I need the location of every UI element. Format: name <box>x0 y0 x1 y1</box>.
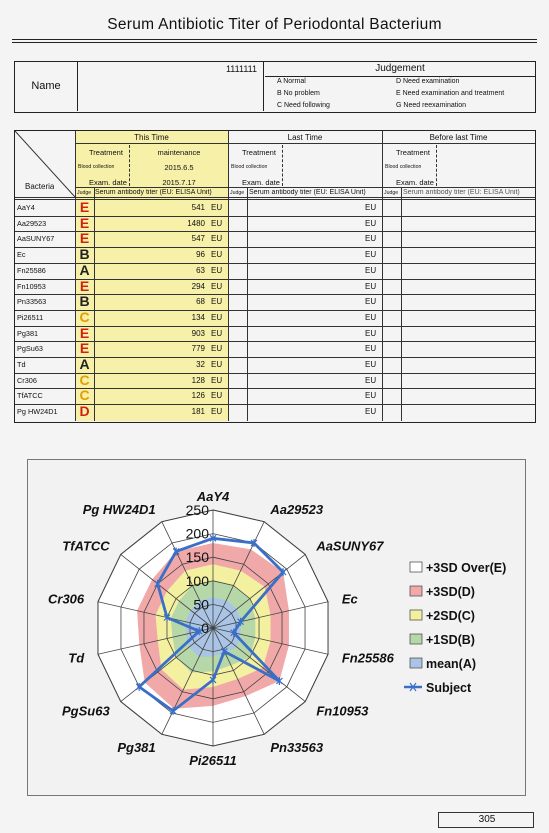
legend-swatch <box>410 586 422 596</box>
legend-label: mean(A) <box>426 657 477 671</box>
title-rule <box>12 39 537 40</box>
legend-label: Subject <box>426 681 472 695</box>
blood-collection-label: Blood collection <box>78 164 115 170</box>
radar-axis-label: PgSu63 <box>61 703 110 719</box>
judge-grade: A <box>79 356 90 372</box>
judge-grade: C <box>79 371 90 388</box>
titer-unit: EU <box>365 407 377 417</box>
bacteria-name: PgSu63 <box>17 344 43 354</box>
titer-unit: EU <box>211 407 223 417</box>
this-time-exam-date: 2015.7.17 <box>162 178 196 187</box>
radar-axis-label: Fn25586 <box>341 650 394 666</box>
radar-tick-label: 150 <box>185 549 209 566</box>
titer-unit: EU <box>211 234 223 244</box>
bacteria-name: AaY4 <box>17 203 35 212</box>
page-number-box <box>438 812 534 828</box>
titer-unit: EU <box>211 375 223 385</box>
judgement-option: C Need following <box>277 102 330 109</box>
radar-tick-label: 50 <box>193 596 209 613</box>
legend-label: +2SD(C) <box>426 609 475 623</box>
legend-swatch <box>410 610 422 620</box>
radar-axis-label: Pn33563 <box>270 740 324 756</box>
treatment-label: Treatment <box>396 148 430 157</box>
radar-tick-label: 250 <box>185 502 209 518</box>
radar-axis-label: Ec <box>341 591 358 607</box>
titer-header: Serum antibody titer (EU: ELISA Unit) <box>403 189 520 196</box>
bacteria-name: Fn25586 <box>17 265 46 275</box>
legend-swatch <box>410 562 422 572</box>
judge-grade: A <box>79 261 90 278</box>
radar-axis-label: Aa29523 <box>270 501 324 517</box>
radar-axis-label: Fn10953 <box>316 703 369 719</box>
titer-value: 96 <box>196 250 205 260</box>
titer-unit: EU <box>365 218 377 228</box>
treatment-label: Treatment <box>242 148 276 157</box>
titer-unit: EU <box>365 391 377 401</box>
titer-value: 181 <box>191 407 205 417</box>
name-value: 1111111 <box>225 64 257 74</box>
judge-header: Judge <box>230 190 245 196</box>
judgement-title: Judgement <box>265 62 535 77</box>
bacteria-name: TfATCC <box>17 391 43 401</box>
judge-grade: E <box>79 277 90 294</box>
titer-unit: EU <box>211 297 223 307</box>
judgement-option: A Normal <box>277 78 306 85</box>
radar-axis-label: AaY4 <box>196 488 230 504</box>
judge-header: Judge <box>384 190 399 196</box>
titer-unit: EU <box>365 250 377 260</box>
radar-tick-label: 200 <box>185 525 209 542</box>
titer-value: 68 <box>196 297 205 307</box>
titer-value: 32 <box>196 360 205 369</box>
page-number: 305 <box>478 814 496 825</box>
bacteria-name: AaSUNY67 <box>17 234 55 244</box>
titer-table <box>14 130 536 423</box>
judgement-option: D Need examination <box>396 78 460 85</box>
legend-label: +1SD(B) <box>426 633 475 647</box>
radar-axis-label: AaSUNY67 <box>316 538 384 554</box>
judge-grade: E <box>79 199 90 215</box>
bacteria-name: Aa29523 <box>17 218 47 228</box>
titer-unit: EU <box>211 250 223 260</box>
bacteria-name: Td <box>17 360 26 369</box>
radar-axis-label: Cr306 <box>48 591 85 607</box>
titer-unit: EU <box>365 281 377 291</box>
titer-unit: EU <box>365 375 377 385</box>
judgement-option: G Need reexamination <box>396 102 467 109</box>
bacteria-header: Bacteria <box>25 182 55 191</box>
titer-value: 1480 <box>187 218 205 228</box>
bacteria-name: Fn10953 <box>17 281 46 291</box>
titer-unit: EU <box>211 328 223 338</box>
titer-unit: EU <box>365 328 377 338</box>
treatment-label: Treatment <box>89 148 123 157</box>
bacteria-name: Pi26511 <box>17 312 44 322</box>
name-judgement-box <box>14 61 536 113</box>
radar-axis-label: TfATCC <box>62 538 110 554</box>
page-title: Serum Antibiotic Titer of Periodontal Bacterium <box>107 16 442 33</box>
period-last-time: Last Time <box>287 133 323 142</box>
titer-value: 126 <box>191 391 205 401</box>
titer-unit: EU <box>211 218 223 228</box>
judge-grade: E <box>79 324 90 341</box>
judge-header: Judge <box>77 190 92 196</box>
legend-label: +3SD Over(E) <box>426 561 507 575</box>
titer-value: 547 <box>191 234 205 244</box>
radar-chart <box>28 460 524 794</box>
exam-date-label: Exam. date <box>89 178 127 187</box>
judge-grade: C <box>79 308 90 325</box>
titer-value: 63 <box>196 265 205 275</box>
judge-grade: E <box>79 340 90 357</box>
radar-axis-label: Pi26511 <box>189 753 237 769</box>
bacteria-name: Pg HW24D1 <box>17 407 58 417</box>
radar-axis-label: Pg381 <box>117 740 156 756</box>
titer-unit: EU <box>365 203 377 212</box>
titer-value: 903 <box>191 328 205 338</box>
titer-unit: EU <box>211 312 223 322</box>
exam-date-label: Exam. date <box>396 178 434 187</box>
titer-value: 541 <box>191 203 205 212</box>
judge-grade: E <box>79 230 90 247</box>
radar-axis-label: Pg HW24D1 <box>82 501 156 517</box>
titer-unit: EU <box>211 203 223 212</box>
blood-collection-label: Blood collection <box>385 164 422 170</box>
titer-value: 779 <box>191 344 205 354</box>
judge-grade: D <box>79 403 90 420</box>
name-field <box>78 62 264 111</box>
blood-collection-label: Blood collection <box>231 164 268 170</box>
titer-unit: EU <box>365 344 377 354</box>
judge-grade: B <box>79 293 90 310</box>
judge-grade: C <box>79 387 90 404</box>
radar-tick-label: 100 <box>185 572 209 589</box>
titer-unit: EU <box>211 281 223 291</box>
radar-tick-label: 0 <box>201 620 209 636</box>
titer-value: 128 <box>191 375 205 385</box>
period-before-last-time: Before last Time <box>429 133 488 142</box>
titer-value: 294 <box>191 281 205 291</box>
titer-unit: EU <box>365 265 377 275</box>
titer-unit: EU <box>365 234 377 244</box>
bacteria-name: Pg381 <box>17 328 39 338</box>
radar-axis-label: Td <box>68 650 85 666</box>
bacteria-name: Pn33563 <box>17 297 47 307</box>
titer-unit: EU <box>365 360 377 369</box>
titer-unit: EU <box>211 360 223 369</box>
judge-grade: B <box>79 246 90 263</box>
this-time-blood-collection: 2015.6.5 <box>164 163 194 172</box>
bacteria-name: Cr306 <box>17 375 37 385</box>
titer-header: Serum antibody titer (EU: ELISA Unit) <box>249 189 366 196</box>
exam-date-label: Exam. date <box>242 178 280 187</box>
this-time-treatment: maintenance <box>157 148 201 157</box>
titer-unit: EU <box>365 312 377 322</box>
titer-unit: EU <box>211 344 223 354</box>
titer-unit: EU <box>211 265 223 275</box>
judgement-option: B No problem <box>277 90 320 97</box>
titer-header: Serum antibody titer (EU: ELISA Unit) <box>95 189 212 196</box>
judgement-option: E Need examination and treatment <box>396 90 505 97</box>
radar-chart-panel <box>27 459 526 796</box>
legend-label: +3SD(D) <box>426 585 475 599</box>
judge-grade: E <box>79 214 90 231</box>
legend-swatch <box>410 634 422 644</box>
titer-value: 134 <box>191 312 205 322</box>
titer-unit: EU <box>365 297 377 307</box>
name-label: Name <box>15 62 78 111</box>
titer-unit: EU <box>211 391 223 401</box>
period-this-time: This Time <box>134 133 169 142</box>
bacteria-name: Ec <box>17 250 26 260</box>
legend-swatch <box>410 658 422 668</box>
title-rule <box>12 42 537 43</box>
